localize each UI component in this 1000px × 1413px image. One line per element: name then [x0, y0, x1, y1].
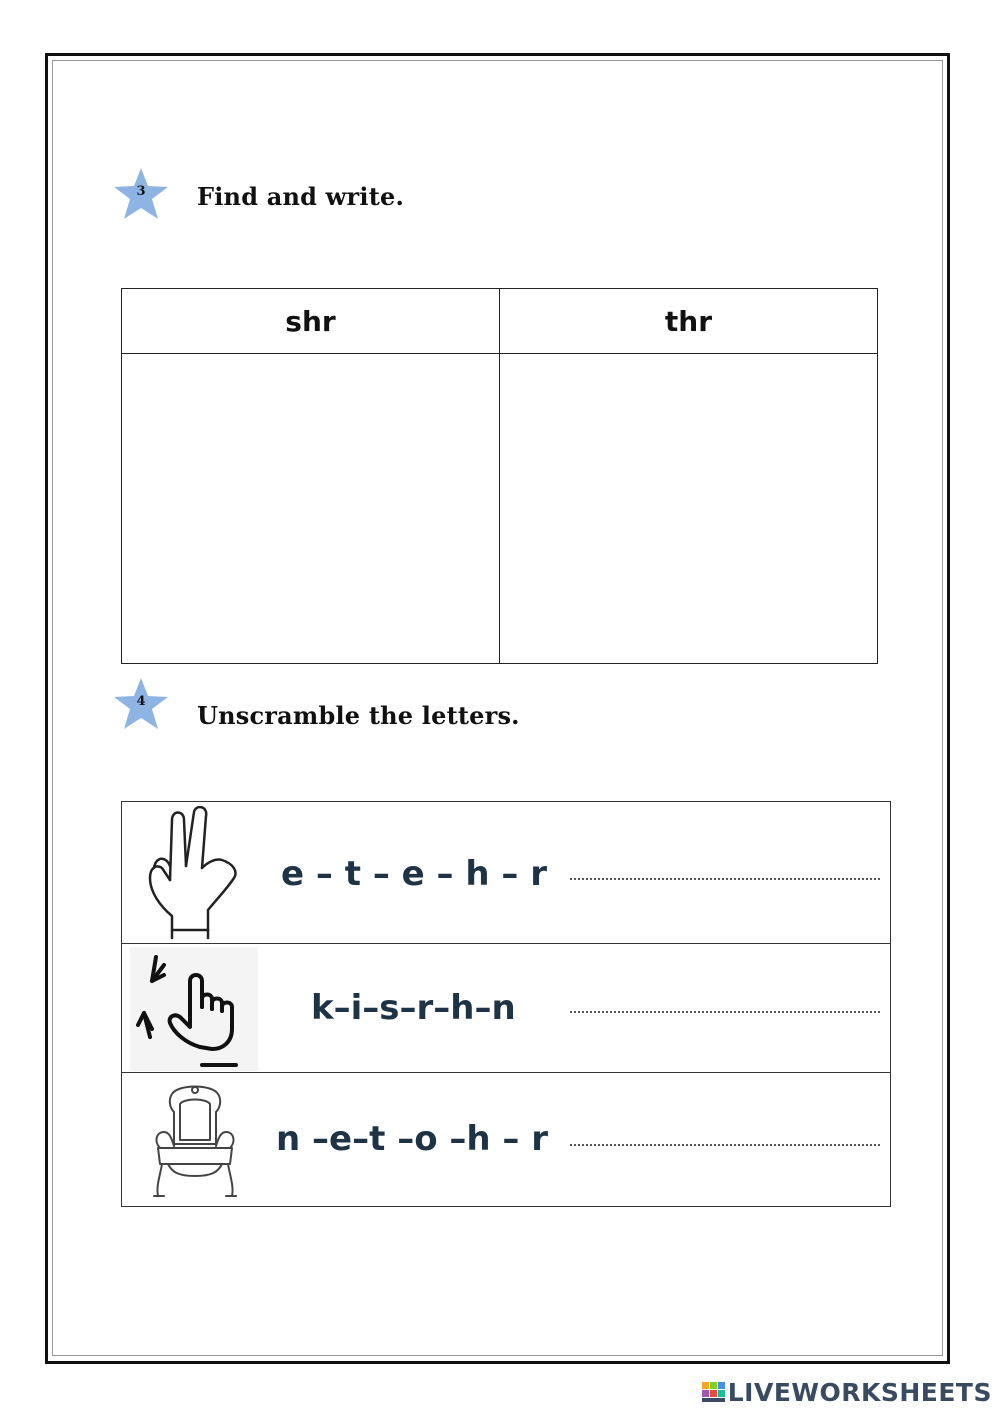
answer-cell-thr[interactable]: [500, 354, 878, 664]
section-3-title: Find and write.: [197, 182, 405, 211]
throne-chair-icon: [150, 1082, 240, 1200]
answer-cell-shr[interactable]: [122, 354, 500, 664]
section-number: 3: [136, 184, 146, 199]
section-number: 4: [136, 694, 146, 709]
unscramble-row: [122, 943, 890, 1073]
scrambled-word: k–i–s–r–h–n: [311, 988, 516, 1028]
scrambled-word: n –e–t –o –h – r: [276, 1119, 549, 1159]
scrambled-word: e – t – e – h – r: [281, 854, 548, 894]
column-header-thr: thr: [500, 289, 878, 354]
sort-table: [121, 288, 878, 664]
unscramble-list: [121, 801, 891, 1207]
liveworksheets-watermark: [702, 1379, 992, 1405]
section-3-star-badge: [112, 166, 170, 222]
answer-line[interactable]: [570, 878, 880, 880]
three-fingers-hand-icon: [142, 806, 242, 940]
watermark-text: LIVEWORKSHEETS: [727, 1377, 992, 1407]
section-4-title: Unscramble the letters.: [197, 701, 520, 730]
answer-line[interactable]: [570, 1144, 880, 1146]
unscramble-row: [122, 802, 890, 944]
shrink-pinch-gesture-icon: [130, 947, 258, 1071]
liveworksheets-logo-icon: [702, 1380, 726, 1404]
column-header-shr: shr: [122, 289, 500, 354]
answer-line[interactable]: [570, 1011, 880, 1013]
section-4-star-badge: [112, 676, 170, 732]
unscramble-row: [122, 1072, 890, 1206]
